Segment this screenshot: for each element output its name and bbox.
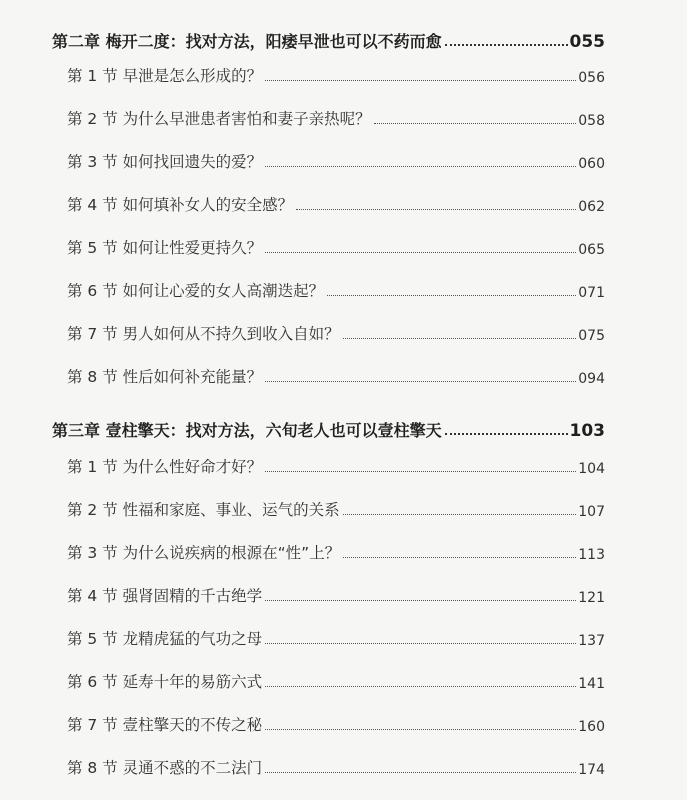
section-title: 第 3 节 为什么说疾病的根源在“性”上？ [67, 544, 341, 562]
dot-leader [265, 471, 576, 472]
toc-entry [67, 146, 605, 172]
toc-entry [67, 232, 605, 258]
chapter-page-number: 055 [569, 32, 605, 52]
section-title: 第 3 节 如何找回遗失的爱？ [67, 153, 263, 171]
toc-entry [67, 623, 605, 649]
toc-entry [67, 752, 605, 778]
chapter-heading [52, 411, 605, 441]
section-page-number: 094 [578, 371, 605, 387]
section-title: 第 8 节 灵通不惑的不二法门 [67, 759, 263, 777]
toc-entry [67, 537, 605, 563]
dot-leader [343, 514, 577, 515]
section-title: 第 7 节 男人如何从不持久到收入自如？ [67, 325, 340, 343]
dot-leader [265, 252, 576, 253]
section-page-number: 141 [578, 676, 605, 692]
section-page-number: 107 [578, 504, 605, 520]
section-title: 第 6 节 延寿十年的易筋六式 [67, 673, 263, 691]
dot-leader [296, 209, 576, 210]
toc-entry [67, 709, 605, 735]
toc-entry [67, 103, 605, 129]
section-title: 第 7 节 壹柱擎天的不传之秘 [67, 716, 263, 734]
toc-entry [67, 666, 605, 692]
toc-entry [67, 361, 605, 387]
chapter-title: 第三章 壹柱擎天：找对方法，六旬老人也可以壹柱擎天 [52, 421, 442, 440]
dot-leader [265, 643, 576, 644]
toc-entry [67, 275, 605, 301]
chapter-title: 第二章 梅开二度：找对方法，阳痿早泄也可以不药而愈 [52, 32, 442, 51]
section-page-number: 060 [578, 156, 605, 172]
dot-leader [265, 80, 576, 81]
dot-leader [265, 686, 576, 687]
section-page-number: 174 [578, 762, 605, 778]
section-page-number: 075 [578, 328, 605, 344]
dot-leader [265, 729, 576, 730]
dot-leader [343, 557, 576, 558]
dot-leader [265, 772, 576, 773]
section-page-number: 071 [578, 285, 605, 301]
chapter-page-number: 103 [569, 421, 605, 441]
section-title: 第 2 节 性福和家庭、事业、运气的关系 [67, 501, 340, 519]
toc-entry [67, 451, 605, 477]
toc-entry [67, 580, 605, 606]
chapter-heading [52, 22, 605, 52]
dot-leader [445, 44, 568, 46]
section-page-number: 062 [578, 199, 605, 215]
section-title: 第 8 节 性后如何补充能量？ [67, 368, 263, 386]
section-page-number: 137 [578, 633, 605, 649]
section-page-number: 113 [578, 547, 605, 563]
toc-entry [67, 189, 605, 215]
section-title: 第 4 节 如何填补女人的安全感？ [67, 196, 294, 214]
dot-leader [327, 295, 576, 296]
section-page-number: 160 [578, 719, 605, 735]
section-page-number: 104 [578, 461, 605, 477]
dot-leader [265, 166, 576, 167]
dot-leader [343, 338, 577, 339]
section-title: 第 5 节 如何让性爱更持久？ [67, 239, 263, 257]
section-title: 第 6 节 如何让心爱的女人高潮迭起？ [67, 282, 325, 300]
dot-leader [265, 600, 576, 601]
toc-entry [67, 60, 605, 86]
section-page-number: 065 [578, 242, 605, 258]
section-page-number: 058 [578, 113, 605, 129]
section-title: 第 1 节 为什么性好命才好？ [67, 458, 263, 476]
toc-entry [67, 318, 605, 344]
dot-leader [265, 381, 576, 382]
section-page-number: 121 [578, 590, 605, 606]
section-title: 第 2 节 为什么早泄患者害怕和妻子亲热呢？ [67, 110, 371, 128]
toc-entry [67, 494, 605, 520]
section-title: 第 4 节 强肾固精的千古绝学 [67, 587, 263, 605]
section-title: 第 1 节 早泄是怎么形成的？ [67, 67, 263, 85]
section-page-number: 056 [578, 70, 605, 86]
section-title: 第 5 节 龙精虎猛的气功之母 [67, 630, 263, 648]
dot-leader [374, 123, 577, 124]
dot-leader [445, 433, 568, 435]
